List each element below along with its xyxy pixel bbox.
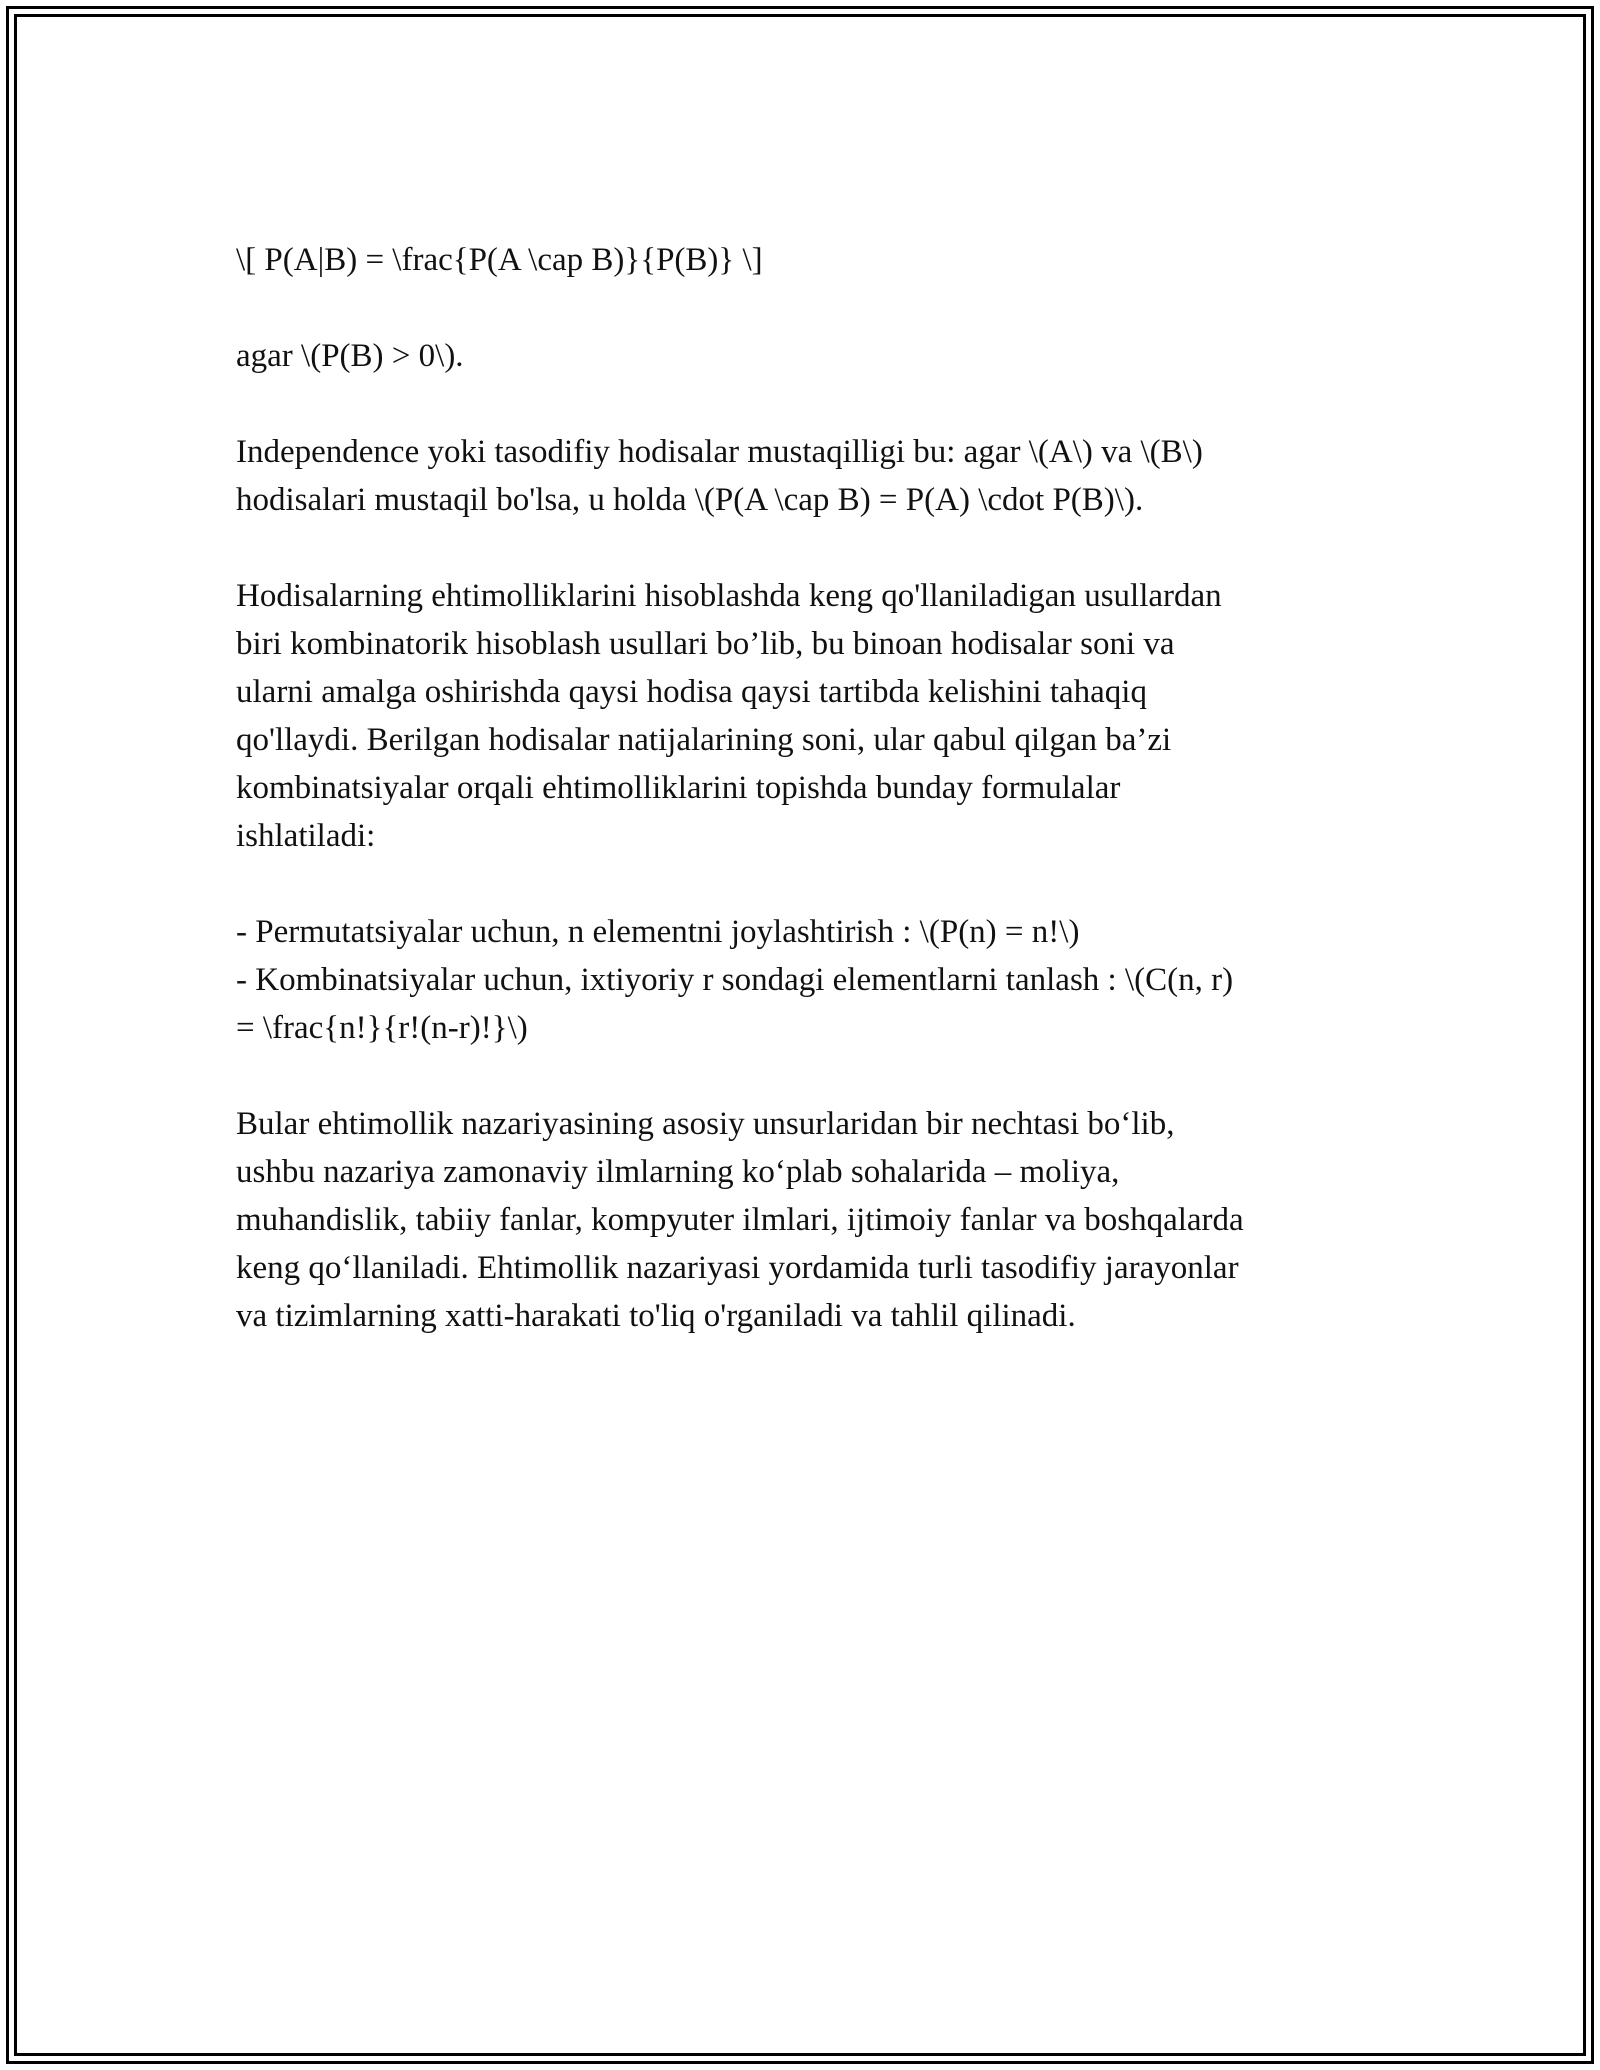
list-item-permutations: - Permutatsiyalar uchun, n elementni joylashtirish : \(P(n) = n!\)	[236, 914, 1080, 950]
formula-condition: agar \(P(B) > 0\).	[236, 338, 464, 374]
paragraph-combinatorics: Hodisalarning ehtimolliklarini hisoblashda keng qo'llaniladigan usullardan biri kombinatorik hisoblash usullari bo’lib, bu binoan hodisalar soni va ularni amalga oshirishda qaysi hodisa qaysi tartibda kelishini tahaqiq qo'llaydi. Berilgan hodisalar natijalarining soni, ular qabul qilgan ba’zi kombinatsiyalar orqali ehtimolliklarini topishda bunday formulalar ishlatiladi:	[236, 578, 1222, 854]
formula-conditional-probability: \[ P(A|B) = \frac{P(A \cap B)}{P(B)} \]	[236, 242, 763, 278]
paragraph-independence: Independence yoki tasodifiy hodisalar mustaqilligi bu: agar \(A\) va \(B\) hodisalari mustaqil bo'lsa, u holda \(P(A \cap B) = P(A) \cdot P(B)\).	[236, 434, 1203, 518]
document-body	[236, 236, 1376, 1388]
list-item-combinations: - Kombinatsiyalar uchun, ixtiyoriy r sondagi elementlarni tanlash : \(C(n, r) = \frac{n!}{r!(n-r)!}\)	[236, 962, 1234, 1046]
paragraph-conclusion: Bular ehtimollik nazariyasining asosiy unsurlaridan bir nechtasi bo‘lib, ushbu nazariya zamonaviy ilmlarning ko‘plab sohalarida – moliya, muhandislik, tabiiy fanlar, kompyuter ilmlari, ijtimoiy fanlar va boshqalarda keng qo‘llaniladi. Ehtimollik nazariyasi yordamida turli tasodifiy jarayonlar va tizimlarning xatti-harakati to'liq o'rganiladi va tahlil qilinadi.	[236, 1106, 1244, 1334]
